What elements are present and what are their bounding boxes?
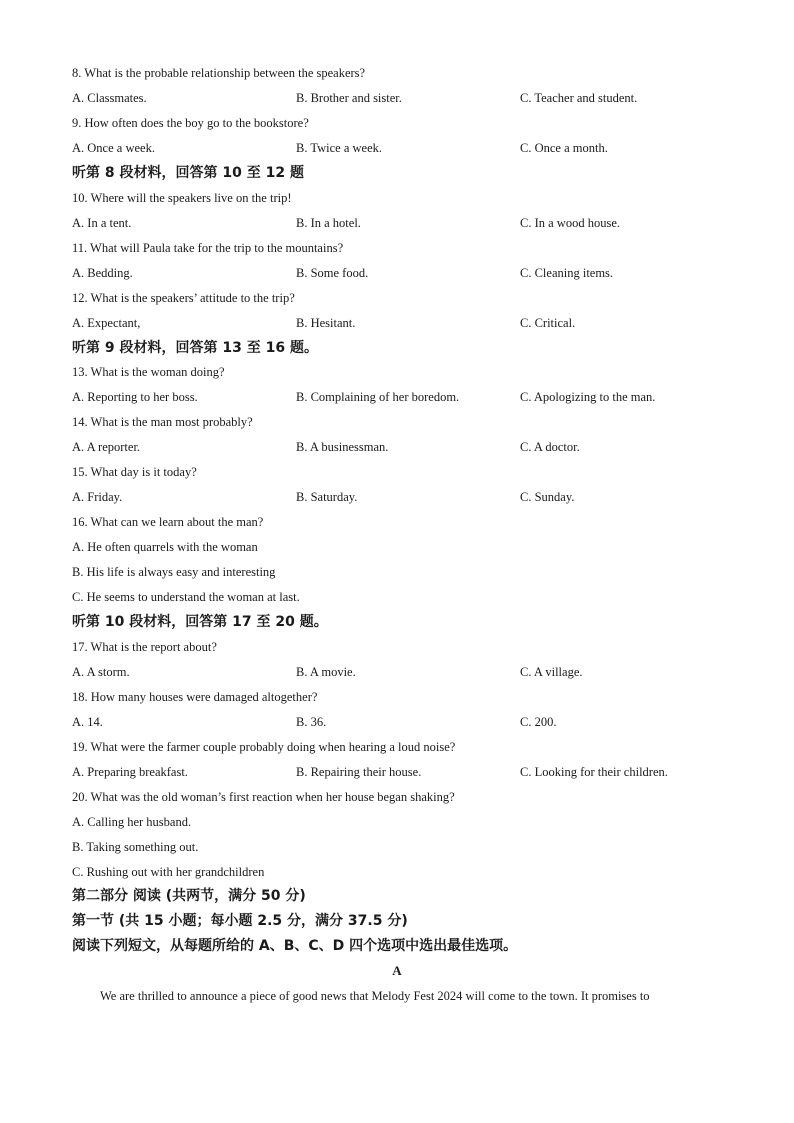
option-c: C. Teacher and student. bbox=[520, 91, 638, 105]
options-15 bbox=[72, 489, 732, 505]
options-19 bbox=[72, 764, 732, 780]
option-a: A. Friday. bbox=[72, 490, 123, 504]
option-a: A. Bedding. bbox=[72, 266, 133, 280]
option-b: B. Taking something out. bbox=[72, 840, 199, 854]
options-12 bbox=[72, 315, 732, 331]
option-a: A. Expectant, bbox=[72, 316, 141, 330]
question-11: 11. What will Paula take for the trip to the mountains? bbox=[72, 241, 344, 255]
option-b: B. Complaining of her boredom. bbox=[296, 390, 460, 404]
option-b: B. 36. bbox=[296, 715, 327, 729]
options-17 bbox=[72, 664, 732, 680]
option-a: A. A storm. bbox=[72, 665, 130, 679]
part-two-heading: 第二部分 阅读 (共两节，满分 50 分) bbox=[72, 888, 306, 904]
option-c: C. Cleaning items. bbox=[520, 266, 614, 280]
question-10: 10. Where will the speakers live on the trip! bbox=[72, 191, 292, 205]
question-15: 15. What day is it today? bbox=[72, 465, 197, 479]
options-13 bbox=[72, 389, 732, 405]
option-a: A. In a tent. bbox=[72, 216, 132, 230]
reading-instruction: 阅读下列短文，从每题所给的 A、B、C、D 四个选项中选出最佳选项。 bbox=[72, 938, 518, 954]
option-b: B. Some food. bbox=[296, 266, 369, 280]
section-heading-9: 听第 9 段材料，回答第 13 至 16 题。 bbox=[72, 340, 318, 356]
option-a: A. Calling her husband. bbox=[72, 815, 192, 829]
passage-title: A bbox=[392, 963, 402, 978]
option-b: B. Hesitant. bbox=[296, 316, 356, 330]
question-9: 9. How often does the boy go to the bookstore? bbox=[72, 116, 309, 130]
option-a: A. Classmates. bbox=[72, 91, 147, 105]
option-c: C. Apologizing to the man. bbox=[520, 390, 656, 404]
options-11 bbox=[72, 265, 732, 281]
question-16: 16. What can we learn about the man? bbox=[72, 515, 264, 529]
options-18 bbox=[72, 714, 732, 730]
option-a: A. Preparing breakfast. bbox=[72, 765, 188, 779]
option-a: A. Reporting to her boss. bbox=[72, 390, 198, 404]
question-17: 17. What is the report about? bbox=[72, 640, 217, 654]
option-c: C. He seems to understand the woman at last. bbox=[72, 590, 300, 604]
option-c: C. 200. bbox=[520, 715, 557, 729]
question-20: 20. What was the old woman’s first reaction when her house began shaking? bbox=[72, 790, 455, 804]
options-8 bbox=[72, 90, 732, 106]
option-a: A. He often quarrels with the woman bbox=[72, 540, 258, 554]
options-9 bbox=[72, 140, 732, 156]
section-one-heading: 第一节 (共 15 小题；每小题 2.5 分，满分 37.5 分) bbox=[72, 913, 408, 929]
passage-first-line: We are thrilled to announce a piece of good news that Melody Fest 2024 will come to the town. It promises to bbox=[100, 989, 650, 1003]
option-a: A. 14. bbox=[72, 715, 103, 729]
option-b: B. His life is always easy and interesting bbox=[72, 565, 276, 579]
option-c: C. Looking for their children. bbox=[520, 765, 668, 779]
option-b: B. Twice a week. bbox=[296, 141, 383, 155]
option-b: B. Saturday. bbox=[296, 490, 358, 504]
option-b: B. Brother and sister. bbox=[296, 91, 402, 105]
option-c: C. Sunday. bbox=[520, 490, 575, 504]
option-c: C. Once a month. bbox=[520, 141, 608, 155]
option-b: B. A movie. bbox=[296, 665, 356, 679]
option-a: A. Once a week. bbox=[72, 141, 155, 155]
options-10 bbox=[72, 215, 732, 231]
option-c: C. A village. bbox=[520, 665, 583, 679]
option-c: C. Rushing out with her grandchildren bbox=[72, 865, 265, 879]
options-14 bbox=[72, 439, 732, 455]
option-c: C. Critical. bbox=[520, 316, 576, 330]
section-heading-8: 听第 8 段材料，回答第 10 至 12 题 bbox=[72, 165, 304, 181]
option-b: B. A businessman. bbox=[296, 440, 389, 454]
option-b: B. Repairing their house. bbox=[296, 765, 422, 779]
question-19: 19. What were the farmer couple probably doing when hearing a loud noise? bbox=[72, 740, 456, 754]
question-14: 14. What is the man most probably? bbox=[72, 415, 253, 429]
option-a: A. A reporter. bbox=[72, 440, 141, 454]
section-heading-10: 听第 10 段材料，回答第 17 至 20 题。 bbox=[72, 614, 328, 630]
question-12: 12. What is the speakers’ attitude to the trip? bbox=[72, 291, 295, 305]
option-c: C. A doctor. bbox=[520, 440, 580, 454]
question-13: 13. What is the woman doing? bbox=[72, 365, 225, 379]
option-b: B. In a hotel. bbox=[296, 216, 361, 230]
question-8: 8. What is the probable relationship between the speakers? bbox=[72, 66, 366, 80]
question-18: 18. How many houses were damaged altogether? bbox=[72, 690, 318, 704]
option-c: C. In a wood house. bbox=[520, 216, 620, 230]
